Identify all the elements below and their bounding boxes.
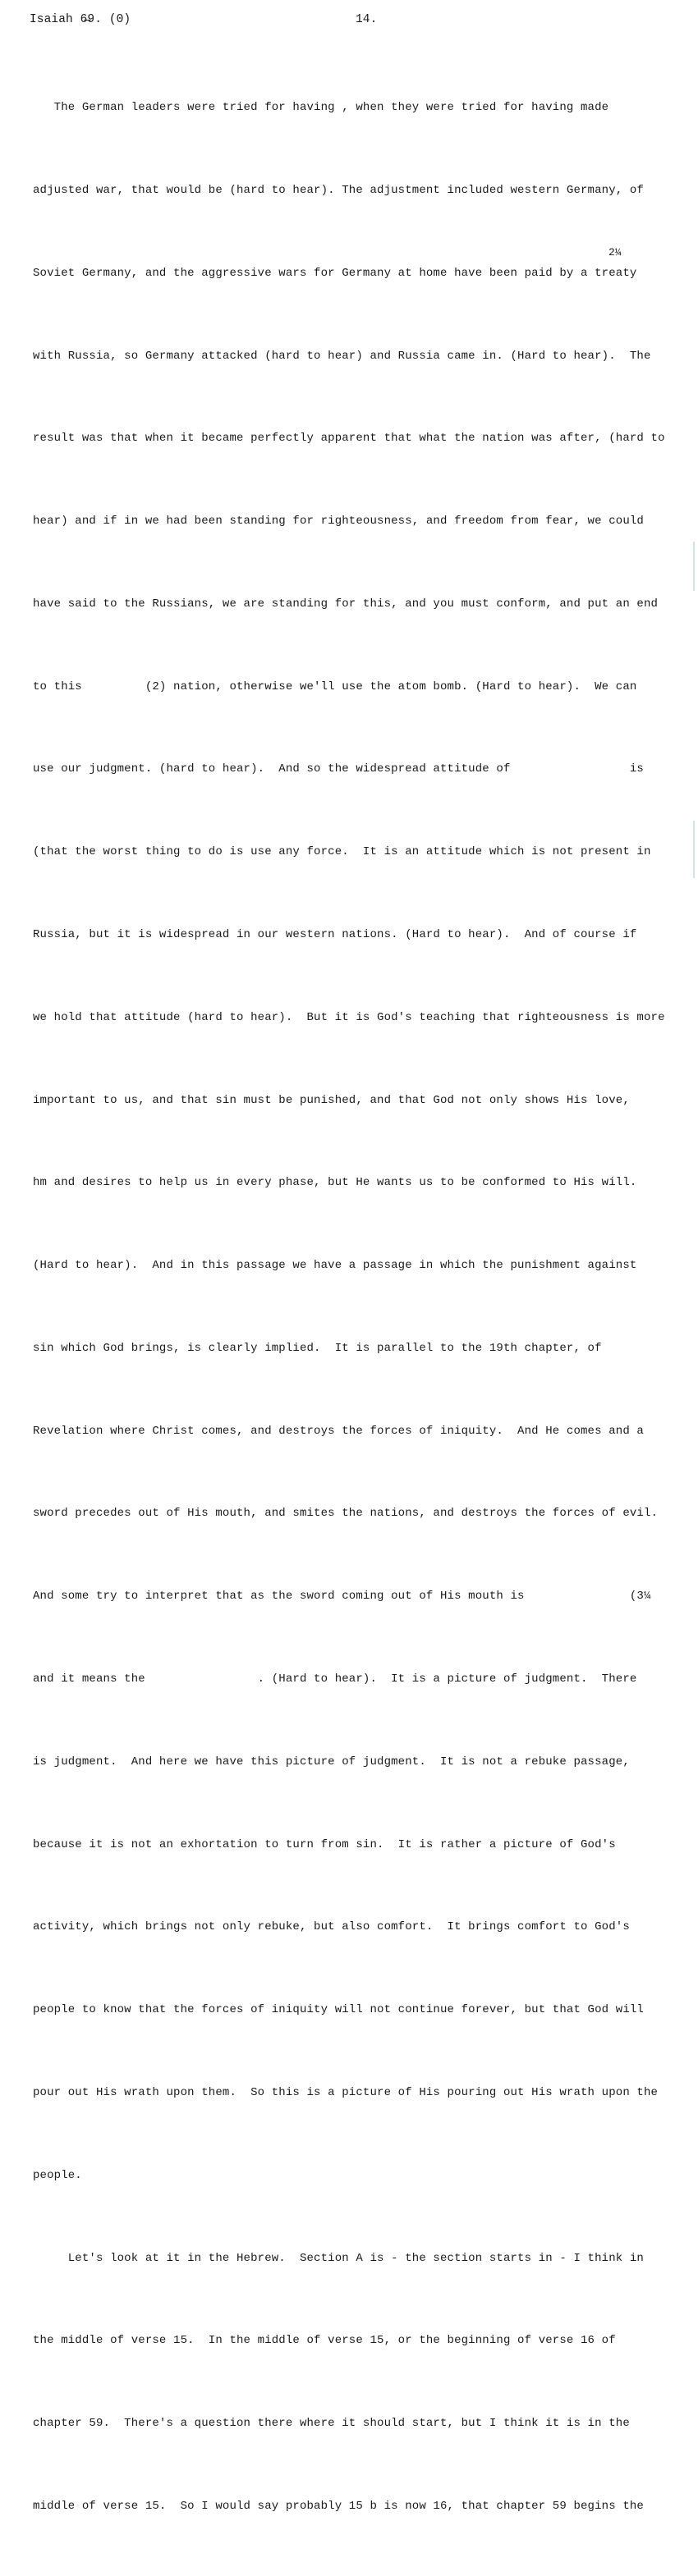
text-line: we hold that attitude (hard to hear). But it is God's teaching that righteousness is more [33, 1010, 665, 1024]
text-line: (Hard to hear). And in this passage we have a passage in which the punishment against [33, 1259, 637, 1273]
text-line: to this (2) nation, otherwise we'll use the atom bomb. (Hard to hear). We can [33, 679, 637, 693]
text-line: people. [33, 2168, 82, 2182]
text-line: sword precedes out of His mouth, and smites the nations, and destroys the forces of evil. [33, 1507, 659, 1521]
text-line: The German leaders were tried for having , when they were tried for having made [33, 101, 609, 115]
text-line: Soviet Germany, and the aggressive wars for Germany at home have been paid by a treaty [33, 266, 637, 280]
text-line: is judgment. And here we have this picture of judgment. It is not a rebuke passage, [33, 1755, 630, 1768]
text-line: chapter 59. There's a question there where it should start, but I think it is in the [33, 2417, 630, 2431]
text-line: Let's look at it in the Hebrew. Section A is - the section starts in - I think in [33, 2251, 644, 2265]
text-line: Russia, but it is widespread in our western nations. (Hard to hear). And of course if [33, 928, 637, 941]
page-number: 14. [356, 13, 378, 26]
margin-scan-mark [693, 821, 695, 878]
text-line: hear) and if in we had been standing for righteousness, and freedom from fear, we could [33, 515, 644, 528]
text-line: because it is not an exhortation to turn from sin. It is rather a picture of God's [33, 1837, 616, 1851]
text-line: result was that when it became perfectly apparent that what the nation was after, (hard to [33, 432, 665, 446]
text-line: hm and desires to help us in every phase, but He wants us to be conformed to His will. [33, 1176, 637, 1190]
text-line: and it means the . (Hard to hear). It is a picture of judgment. There [33, 1672, 637, 1686]
text-line: Revelation where Christ comes, and destroys the forces of iniquity. And He comes and a [33, 1424, 644, 1438]
text-line: (that the worst thing to do is use any force. It is an attitude which is not present in [33, 845, 651, 859]
margin-note: 2¼ [608, 246, 622, 259]
body-text [33, 39, 673, 2576]
margin-scan-mark [693, 542, 695, 591]
text-line: adjusted war, that would be (hard to hear). The adjustment included western Germany, of [33, 183, 644, 197]
text-line: important to us, and that sin must be punished, and that God not only shows His love, [33, 1093, 630, 1107]
running-header-title: Isaiah 6̶̶9. (0) [30, 13, 131, 26]
text-line: activity, which brings not only rebuke, but also comfort. It brings comfort to God's [33, 1920, 630, 1934]
text-line: middle of verse 15. So I would say probably 15 b is now 16, that chapter 59 begins the [33, 2499, 644, 2513]
text-line: people to know that the forces of iniquity will not continue forever, but that God will [33, 2003, 644, 2017]
text-line: the middle of verse 15. In the middle of verse 15, or the beginning of verse 16 of [33, 2334, 616, 2348]
text-line: with Russia, so Germany attacked (hard to hear) and Russia came in. (Hard to hear). The [33, 349, 651, 363]
text-line: have said to the Russians, we are standing for this, and you must conform, and put an end [33, 597, 659, 611]
text-line: pour out His wrath upon them. So this is a picture of His pouring out His wrath upon the [33, 2085, 659, 2099]
text-line: And some try to interpret that as the sword coming out of His mouth is (3¼ [33, 1590, 651, 1604]
text-line: sin which God brings, is clearly implied. It is parallel to the 19th chapter, of [33, 1341, 602, 1355]
text-line: use our judgment. (hard to hear). And so the widespread attitude of is [33, 762, 644, 776]
